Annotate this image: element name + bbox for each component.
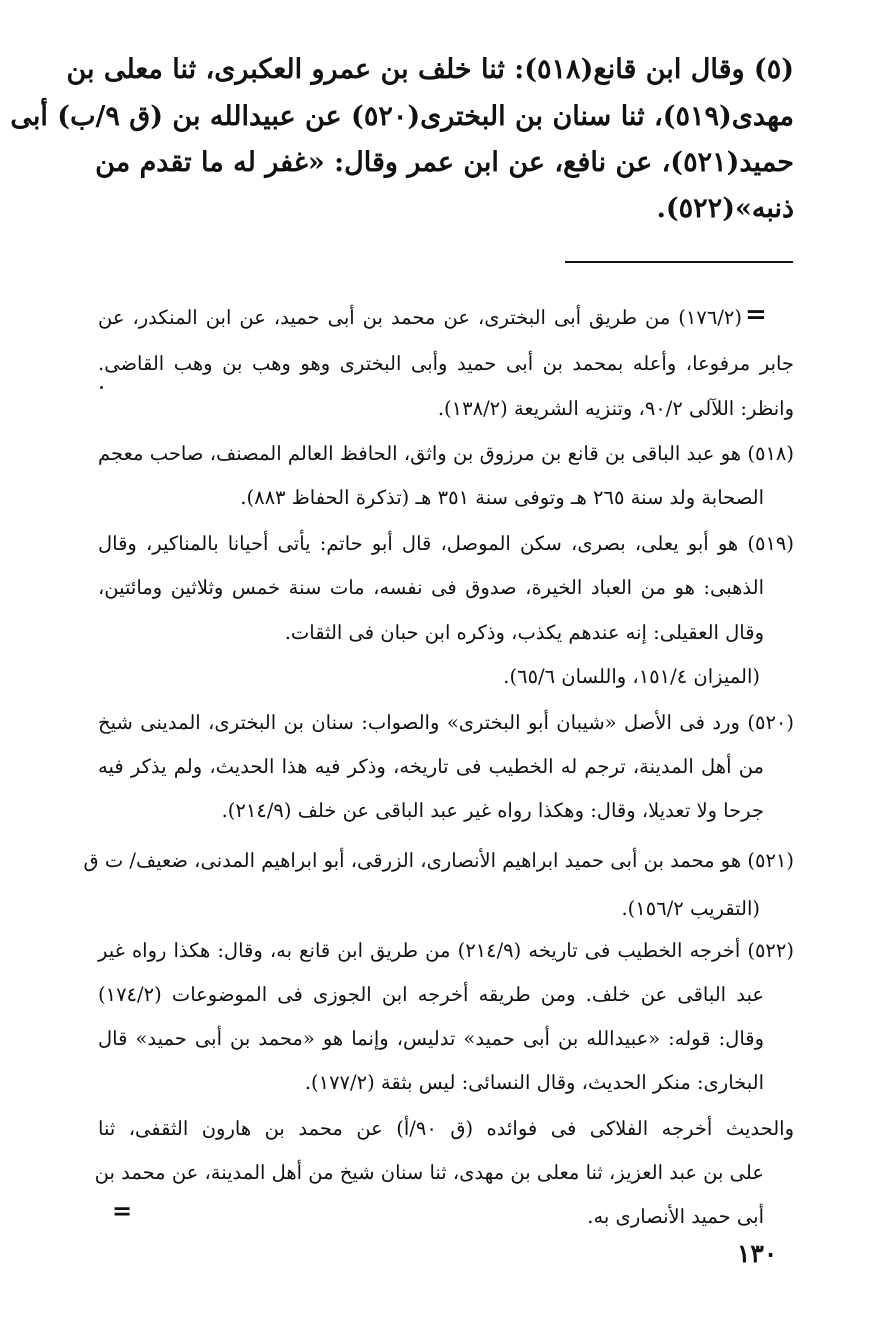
footnote-line-2: جابر مرفوعا، وأعله بمحمد بن أبى حميد وأبى البخترى وهو وهب بن وهب القاضى. (98, 352, 794, 375)
main-text-line-1: (٥) وقال ابن قانع(٥١٨): ثنا خلف بن عمرو العكبرى، ثنا معلى بن (66, 54, 794, 85)
footnote-line-3: وانظر: اللآلى ٩٠/٢، وتنزيه الشريعة (١٣٨/٢). (437, 397, 794, 420)
footnote-line-8: وقال العقيلى: إنه عندهم يكذب، وذكره ابن حبان فى الثقات. (284, 621, 764, 644)
footnote-line-15: (٥٢٢) أخرجه الخطيب فى تاريخه (٢١٤/٩) من طريق ابن قانع به، وقال: هكذا رواه غير (98, 939, 794, 962)
main-text-line-2: مهدى(٥١٩)، ثنا سنان بن البخترى(٥٢٠) عن عبيدالله بن (ق ٩/ب) أبى (10, 101, 794, 132)
footnote-line-14: (التقريب ١٥٦/٢). (621, 897, 760, 920)
page-number: ١٣٠ (737, 1239, 778, 1268)
footnote-continuation-mark: = (745, 300, 767, 330)
footnote-line-16: عبد الباقى عن خلف. ومن طريقه أخرجه ابن الجوزى فى الموضوعات (١٧٤/٢) (98, 983, 764, 1006)
ink-speck (100, 386, 103, 389)
footnote-line-5: الصحابة ولد سنة ٢٦٥ هـ وتوفى سنة ٣٥١ هـ (تذكرة الحفاظ ٨٨٣). (240, 486, 764, 509)
footnote-line-6: (٥١٩) هو أبو يعلى، بصرى، سكن الموصل، قال أبو حاتم: يأتى أحيانا بالمناكير، وقال (98, 532, 794, 555)
footnote-line-21: أبى حميد الأنصارى به. (587, 1205, 764, 1228)
main-text-line-4: ذنبه»(٥٢٢). (656, 193, 794, 224)
footnote-line-11: من أهل المدينة، ترجم له الخطيب فى تاريخه، وذكر فيه هذا الحديث، ولم يذكر فيه (98, 755, 764, 778)
footnote-line-10: (٥٢٠) ورد فى الأصل «شيبان أبو البخترى» والصواب: سنان بن البخترى، المدينى شيخ (98, 711, 794, 734)
footnote-line-20: على بن عبد العزيز، ثنا معلى بن مهدى، ثنا سنان شيخ من أهل المدينة، عن محمد بن (94, 1161, 764, 1184)
footnote-line-19: والحديث أخرجه الفلاكى فى فوائده (ق ٩٠/أ) عن محمد بن هارون الثقفى، ثنا (98, 1117, 794, 1140)
footnote-line-17: وقال: قوله: «عبيدالله بن أبى حميد» تدليس، وإنما هو «محمد بن أبى حميد» قال (98, 1027, 764, 1050)
footnote-line-4: (٥١٨) هو عبد الباقى بن قانع بن مرزوق بن واثق، الحافظ العالم المصنف، صاحب معجم (98, 442, 794, 465)
footnote-line-9: (الميزان ١٥١/٤، واللسان ٦٥/٦). (503, 665, 760, 688)
main-text-line-3: حميد(٥٢١)، عن نافع، عن ابن عمر وقال: «غفر له ما تقدم من (95, 147, 794, 178)
footnote-line-18: البخارى: منكر الحديث، وقال النسائى: ليس بثقة (١٧٧/٢). (304, 1071, 764, 1094)
footnote-line-13: (٥٢١) هو محمد بن أبى حميد ابراهيم الأنصارى، الزرقى، أبو ابراهيم المدنى، ضعيف/ ت ق (83, 849, 794, 872)
footnote-line-12: جرحا ولا تعديلا، وقال: وهكذا رواه غير عبد الباقى عن خلف (٢١٤/٩). (221, 799, 764, 822)
footnote-line-1: (١٧٦/٢) من طريق أبى البخترى، عن محمد بن أبى حميد، عن ابن المنكدر، عن (98, 306, 742, 329)
footnote-separator-rule (565, 261, 793, 263)
footnote-end-mark: = (112, 1196, 133, 1225)
footnote-line-7: الذهبى: هو من العباد الخيرة، صدوق فى نفسه، مات سنة خمس وثلاثين ومائتين، (98, 576, 764, 599)
